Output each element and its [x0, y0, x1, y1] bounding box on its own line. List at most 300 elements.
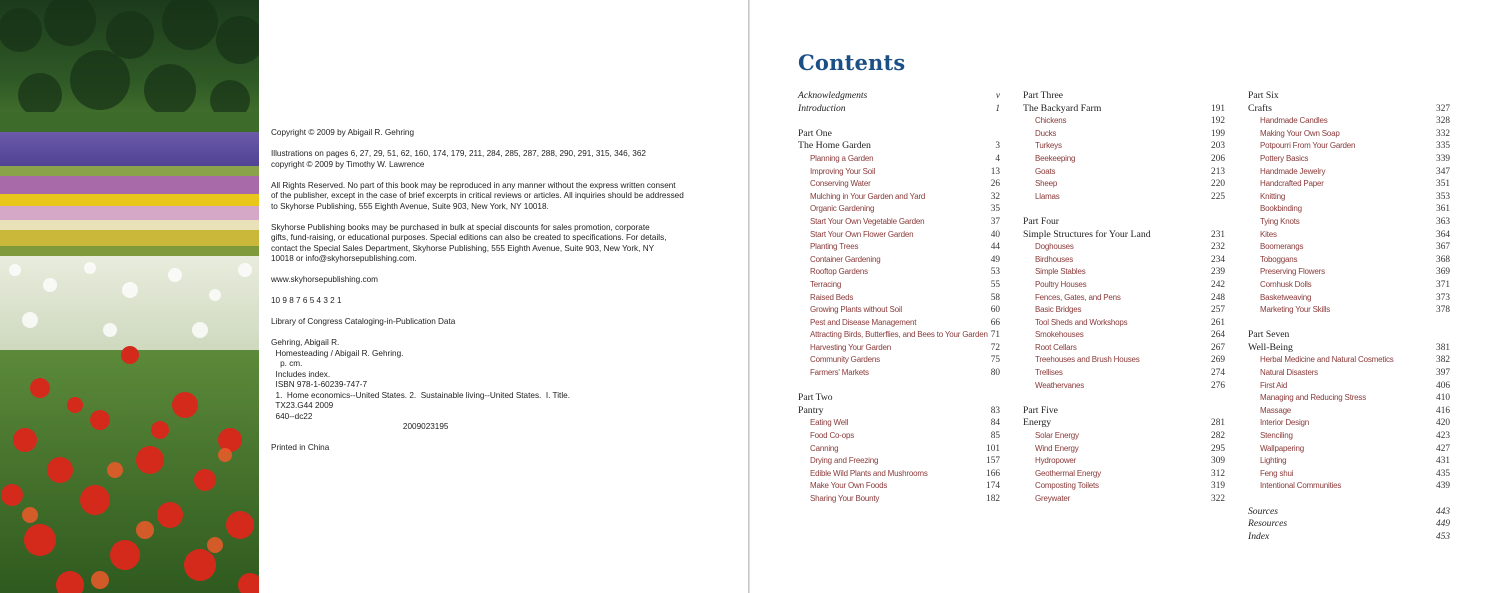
entry-title: Greywater — [1035, 494, 1071, 503]
contents-chapter-entry — [1248, 203, 1450, 216]
entry-page-number: 192 — [1211, 116, 1225, 127]
entry-title: Goats — [1035, 166, 1056, 176]
entry-page-number: 182 — [986, 494, 1000, 504]
contents-chapter-entry — [1023, 266, 1225, 279]
entry-page-number: 53 — [990, 267, 1000, 278]
contents-chapter-entry — [1248, 367, 1450, 380]
entry-page-number: 439 — [1436, 481, 1450, 492]
entry-title: Part Four — [1023, 215, 1059, 227]
entry-page-number: 257 — [1211, 305, 1225, 316]
entry-title: Growing Plants without Soil — [810, 305, 902, 315]
entry-title: Farmers' Markets — [810, 368, 869, 378]
entry-title: Energy — [1023, 417, 1052, 429]
contents-part-label — [1023, 405, 1225, 418]
entry-title: Rooftop Gardens — [810, 267, 868, 277]
entry-page-number: 157 — [986, 456, 1000, 467]
contents-front-entry — [798, 90, 1000, 103]
entry-page-number: 248 — [1211, 292, 1225, 303]
entry-page-number: 80 — [990, 368, 1000, 379]
contents-chapter-entry — [1023, 468, 1225, 481]
contents-spacer — [1023, 392, 1225, 405]
entry-page-number: 367 — [1436, 242, 1450, 253]
entry-page-number: 397 — [1436, 368, 1450, 379]
contents-chapter-entry — [1248, 216, 1450, 229]
contents-chapter-entry — [798, 417, 1000, 430]
copyright-line: ISBN 978-1-60239-747-7 — [271, 380, 368, 389]
entry-title: Crafts — [1248, 102, 1272, 114]
contents-part-title — [1023, 229, 1225, 242]
entry-page-number: 3 — [995, 141, 1000, 152]
copyright-line: Includes index. — [271, 369, 331, 379]
contents-chapter-entry — [1023, 241, 1225, 254]
entry-title: Community Gardens — [810, 355, 880, 365]
contents-chapter-entry — [798, 191, 1000, 204]
entry-title: Tool Sheds and Workshops — [1035, 317, 1128, 327]
entry-page-number: 406 — [1436, 380, 1450, 391]
copyright-paragraph — [271, 223, 711, 265]
copyright-text — [271, 128, 711, 464]
entry-title: Interior Design — [1260, 418, 1310, 428]
contents-chapter-entry — [1248, 128, 1450, 141]
entry-page-number: 13 — [990, 166, 1000, 177]
entry-page-number: 363 — [1436, 216, 1450, 227]
copyright-line: to Skyhorse Publishing, 555 Eighth Avenue, Suite 903, New York, NY 10018. — [271, 201, 549, 211]
copyright-line: Copyright © 2009 by Abigail R. Gehring — [271, 128, 415, 137]
contents-chapter-entry — [798, 166, 1000, 179]
entry-page-number: 55 — [990, 279, 1000, 290]
entry-page-number: 60 — [990, 305, 1000, 316]
contents-chapter-entry — [798, 317, 1000, 330]
entry-title: Pottery Basics — [1260, 153, 1309, 163]
copyright-paragraph — [271, 338, 711, 433]
entry-title: Solar Energy — [1035, 431, 1079, 441]
entry-title: Sheep — [1035, 179, 1058, 189]
entry-title: Hydropower — [1035, 456, 1077, 466]
contents-chapter-entry — [1248, 266, 1450, 279]
entry-title: Make Your Own Foods — [810, 481, 888, 491]
entry-title: Boomerangs — [1260, 242, 1304, 252]
contents-chapter-entry — [1248, 191, 1450, 204]
contents-chapter-entry — [1248, 279, 1450, 292]
entry-page-number: 35 — [990, 204, 1000, 215]
contents-chapter-entry — [1023, 443, 1225, 456]
entry-title: Canning — [810, 443, 839, 453]
contents-chapter-entry — [798, 430, 1000, 443]
contents-chapter-entry — [798, 153, 1000, 166]
contents-chapter-entry — [798, 455, 1000, 468]
copyright-line: copyright © 2009 by Timothy W. Lawrence — [271, 159, 425, 169]
contents-part-title — [1023, 103, 1225, 116]
contents-part-title — [1023, 417, 1225, 430]
copyright-paragraph — [271, 296, 711, 307]
entry-page-number: 4 — [995, 153, 1000, 164]
entry-page-number: 274 — [1211, 368, 1225, 379]
entry-page-number: 40 — [990, 229, 1000, 240]
entry-page-number: 83 — [990, 405, 1000, 416]
contents-chapter-entry — [1248, 292, 1450, 305]
entry-title: Root Cellars — [1035, 342, 1077, 352]
copyright-line: p. cm. — [271, 359, 303, 368]
copyright-line: TX23.G44 2009 — [271, 401, 334, 410]
entry-page-number: 261 — [1211, 317, 1225, 328]
entry-title: Improving Your Soil — [810, 166, 876, 176]
entry-title: Start Your Own Vegetable Garden — [810, 216, 925, 226]
entry-page-number: 72 — [990, 342, 1000, 353]
contents-chapter-entry — [798, 266, 1000, 279]
copyright-line: Illustrations on pages 6, 27, 29, 51, 62, 160, 174, 179, 211, 284, 285, 287, 288, 290, 291, 315, 346, 362 — [271, 149, 646, 158]
entry-page-number: 44 — [990, 242, 1000, 253]
entry-page-number: 101 — [986, 443, 1000, 454]
entry-title: Cornhusk Dolls — [1260, 279, 1312, 289]
copyright-paragraph — [271, 128, 711, 139]
entry-title: Part One — [798, 127, 832, 139]
entry-title: Container Gardening — [810, 254, 881, 264]
contents-chapter-entry — [1023, 128, 1225, 141]
entry-title: Resources — [1248, 518, 1288, 530]
entry-title: Toboggans — [1260, 254, 1298, 264]
entry-title: Handcrafted Paper — [1260, 179, 1324, 189]
entry-title: Chickens — [1035, 116, 1067, 126]
entry-title: Pest and Disease Management — [810, 317, 917, 327]
contents-part-label — [798, 128, 1000, 141]
contents-chapter-entry — [798, 468, 1000, 481]
contents-chapter-entry — [798, 203, 1000, 216]
contents-column-3 — [1248, 90, 1450, 543]
contents-chapter-entry — [798, 178, 1000, 191]
copyright-line: of the publisher, except in the case of brief excerpts in critical reviews or articles. All inquiries should be addressed — [271, 191, 684, 200]
contents-part-label — [1248, 329, 1450, 342]
contents-part-title — [798, 405, 1000, 418]
contents-chapter-entry — [1248, 430, 1450, 443]
contents-chapter-entry — [1023, 140, 1225, 153]
contents-chapter-entry — [1248, 178, 1450, 191]
contents-chapter-entry — [1248, 153, 1450, 166]
contents-chapter-entry — [1248, 443, 1450, 456]
entry-title: Marketing Your Skills — [1260, 305, 1331, 315]
entry-title: Planting Trees — [810, 242, 859, 252]
contents-chapter-entry — [798, 279, 1000, 292]
entry-title: Kites — [1260, 229, 1277, 239]
entry-page-number: 191 — [1211, 103, 1225, 114]
contents-chapter-entry — [1023, 354, 1225, 367]
entry-title: Raised Beds — [810, 292, 854, 302]
entry-title: Preserving Flowers — [1260, 267, 1325, 277]
contents-chapter-entry — [798, 480, 1000, 493]
contents-title: Contents — [798, 50, 906, 75]
entry-title: Attracting Birds, Butterflies, and Bees to Your Garden — [810, 330, 988, 340]
entry-title: Planning a Garden — [810, 153, 874, 163]
entry-title: Part Two — [798, 392, 833, 404]
entry-page-number: 369 — [1436, 267, 1450, 278]
entry-page-number: 264 — [1211, 330, 1225, 341]
copyright-line: 640--dc22 — [271, 411, 313, 421]
contents-chapter-entry — [798, 241, 1000, 254]
contents-chapter-entry — [1248, 405, 1450, 418]
entry-title: Fences, Gates, and Pens — [1035, 292, 1121, 302]
entry-page-number: 416 — [1436, 405, 1450, 416]
contents-part-title — [798, 140, 1000, 153]
contents-spacer — [798, 380, 1000, 393]
entry-page-number: 220 — [1211, 179, 1225, 190]
entry-title: Drying and Freezing — [810, 456, 879, 466]
entry-title: Terracing — [810, 279, 842, 289]
entry-page-number: 71 — [990, 330, 1000, 341]
contents-front-entry — [1248, 531, 1450, 544]
entry-page-number: 322 — [1211, 494, 1225, 504]
entry-title: Part Six — [1248, 90, 1279, 101]
entry-page-number: 49 — [990, 254, 1000, 265]
entry-title: Well-Being — [1248, 341, 1293, 353]
contents-chapter-entry — [798, 304, 1000, 317]
entry-title: Sources — [1248, 505, 1279, 517]
entry-title: The Backyard Farm — [1023, 102, 1102, 114]
entry-page-number: 203 — [1211, 141, 1225, 152]
entry-title: Massage — [1260, 405, 1292, 415]
copyright-paragraph — [271, 443, 711, 454]
entry-title: Part Five — [1023, 404, 1058, 416]
copyright-line: 1. Home economics--United States. 2. Sustainable living--United States. I. Title. — [271, 390, 570, 400]
entry-page-number: 332 — [1436, 128, 1450, 139]
entry-title: Turkeys — [1035, 141, 1062, 151]
entry-title: Weathervanes — [1035, 380, 1085, 390]
entry-title: Wind Energy — [1035, 443, 1079, 453]
entry-page-number: 347 — [1436, 166, 1450, 177]
contents-spacer — [1248, 493, 1450, 506]
contents-chapter-entry — [1248, 115, 1450, 128]
contents-chapter-entry — [1023, 380, 1225, 393]
entry-title: Organic Gardening — [810, 204, 875, 214]
entry-page-number: 276 — [1211, 380, 1225, 391]
entry-page-number: 423 — [1436, 431, 1450, 442]
entry-page-number: 282 — [1211, 431, 1225, 442]
contents-chapter-entry — [1248, 455, 1450, 468]
contents-chapter-entry — [1023, 254, 1225, 267]
contents-chapter-entry — [1248, 166, 1450, 179]
entry-title: Wallpapering — [1260, 443, 1304, 453]
contents-front-entry — [798, 103, 1000, 116]
contents-part-title — [1248, 103, 1450, 116]
contents-chapter-entry — [798, 342, 1000, 355]
copyright-line: Gehring, Abigail R. — [271, 338, 340, 347]
contents-chapter-entry — [1023, 430, 1225, 443]
entry-title: Simple Structures for Your Land — [1023, 228, 1151, 240]
contents-chapter-entry — [1248, 380, 1450, 393]
entry-title: Tying Knots — [1260, 216, 1300, 226]
copyright-line: Library of Congress Cataloging-in-Publication Data — [271, 317, 456, 326]
entry-title: Acknowledgments — [798, 90, 868, 101]
contents-chapter-entry — [1248, 417, 1450, 430]
entry-page-number: 449 — [1436, 519, 1450, 530]
entry-title: Intentional Communities — [1260, 481, 1342, 491]
entry-title: Basic Bridges — [1035, 305, 1082, 315]
entry-page-number: 213 — [1211, 166, 1225, 177]
copyright-line: 10 9 8 7 6 5 4 3 2 1 — [271, 296, 342, 305]
contents-chapter-entry — [798, 229, 1000, 242]
entry-title: Index — [1248, 530, 1270, 542]
entry-page-number: 309 — [1211, 456, 1225, 467]
entry-page-number: 84 — [990, 418, 1000, 429]
entry-page-number: 66 — [990, 317, 1000, 328]
entry-title: Handmade Jewelry — [1260, 166, 1326, 176]
contents-chapter-entry — [1023, 115, 1225, 128]
entry-page-number: 37 — [990, 216, 1000, 227]
contents-chapter-entry — [1023, 455, 1225, 468]
entry-title: Ducks — [1035, 128, 1057, 138]
entry-page-number: 327 — [1436, 103, 1450, 114]
entry-page-number: 225 — [1211, 191, 1225, 202]
contents-chapter-entry — [1248, 140, 1450, 153]
copyright-paragraph — [271, 181, 711, 213]
entry-page-number: 242 — [1211, 279, 1225, 290]
entry-title: Conserving Water — [810, 179, 871, 189]
entry-title: Sharing Your Bounty — [810, 494, 880, 503]
entry-page-number: 373 — [1436, 292, 1450, 303]
copyright-line: 10018 or info@skyhorsepublishing.com. — [271, 254, 417, 263]
entry-page-number: 1 — [995, 103, 1000, 114]
entry-title: Birdhouses — [1035, 254, 1074, 264]
entry-page-number: 371 — [1436, 279, 1450, 290]
contents-part-title — [1248, 342, 1450, 355]
entry-page-number: 166 — [986, 468, 1000, 479]
contents-chapter-entry — [1248, 254, 1450, 267]
entry-page-number: 319 — [1211, 481, 1225, 492]
entry-title: Knitting — [1260, 191, 1286, 201]
contents-chapter-entry — [798, 292, 1000, 305]
entry-title: Potpourri From Your Garden — [1260, 141, 1356, 151]
contents-chapter-entry — [1023, 329, 1225, 342]
contents-chapter-entry — [1248, 229, 1450, 242]
entry-page-number: 453 — [1436, 531, 1450, 542]
copyright-line: All Rights Reserved. No part of this book may be reproduced in any manner without the express written consent — [271, 180, 676, 190]
entry-title: Introduction — [798, 102, 846, 114]
contents-chapter-entry — [798, 216, 1000, 229]
entry-page-number: 199 — [1211, 128, 1225, 139]
entry-title: Start Your Own Flower Garden — [810, 229, 914, 239]
contents-chapter-entry — [798, 254, 1000, 267]
contents-column-2 — [1023, 90, 1225, 506]
copyright-line: Skyhorse Publishing books may be purchased in bulk at special discounts for sales promotion, corporate — [271, 222, 650, 232]
entry-page-number: 295 — [1211, 443, 1225, 454]
copyright-paragraph — [271, 317, 711, 328]
entry-page-number: 435 — [1436, 468, 1450, 479]
contents-chapter-entry — [798, 493, 1000, 506]
contents-chapter-entry — [798, 329, 1000, 342]
copyright-line: gifts, fund-raising, or educational purposes. Special editions can also be created to specifications. For details, — [271, 233, 667, 242]
entry-title: Pantry — [798, 404, 824, 416]
entry-title: Handmade Candles — [1260, 116, 1328, 126]
entry-title: Mulching in Your Garden and Yard — [810, 191, 926, 201]
entry-page-number: 174 — [986, 481, 1000, 492]
contents-front-entry — [1248, 518, 1450, 531]
contents-spacer — [1023, 203, 1225, 216]
entry-title: First Aid — [1260, 380, 1288, 390]
contents-chapter-entry — [1248, 241, 1450, 254]
entry-title: Geothermal Energy — [1035, 468, 1101, 478]
contents-front-entry — [1248, 506, 1450, 519]
entry-page-number: 75 — [990, 355, 1000, 366]
entry-title: Edible Wild Plants and Mushrooms — [810, 468, 928, 478]
entry-title: Llamas — [1035, 191, 1060, 201]
contents-chapter-entry — [798, 443, 1000, 456]
entry-page-number: 269 — [1211, 355, 1225, 366]
contents-chapter-entry — [1023, 480, 1225, 493]
contents-chapter-entry — [1248, 354, 1450, 367]
entry-title: Basketweaving — [1260, 292, 1312, 302]
contents-part-label — [1023, 216, 1225, 229]
contents-chapter-entry — [798, 367, 1000, 380]
entry-page-number: 206 — [1211, 153, 1225, 164]
entry-title: Beekeeping — [1035, 153, 1076, 163]
contents-spacer — [798, 115, 1000, 128]
entry-page-number: 364 — [1436, 229, 1450, 240]
entry-page-number: 339 — [1436, 153, 1450, 164]
entry-page-number: 420 — [1436, 418, 1450, 429]
contents-chapter-entry — [1023, 367, 1225, 380]
entry-page-number: v — [995, 91, 1000, 101]
contents-chapter-entry — [1023, 493, 1225, 506]
entry-title: Feng shui — [1260, 468, 1294, 478]
entry-title: The Home Garden — [798, 140, 871, 152]
contents-part-label — [798, 392, 1000, 405]
entry-page-number: 431 — [1436, 456, 1450, 467]
entry-title: Bookbinding — [1260, 204, 1302, 214]
entry-page-number: 381 — [1436, 342, 1450, 353]
contents-chapter-entry — [1023, 191, 1225, 204]
contents-chapter-entry — [798, 354, 1000, 367]
entry-title: Part Three — [1023, 90, 1064, 101]
entry-title: Smokehouses — [1035, 330, 1084, 340]
copyright-paragraph — [271, 275, 711, 286]
entry-title: Trellises — [1035, 368, 1063, 378]
entry-page-number: 234 — [1211, 254, 1225, 265]
entry-title: Eating Well — [810, 418, 849, 428]
entry-page-number: 368 — [1436, 254, 1450, 265]
contents-chapter-entry — [1023, 153, 1225, 166]
flower-field-photo — [0, 0, 259, 593]
entry-title: Managing and Reducing Stress — [1260, 393, 1367, 403]
entry-page-number: 32 — [990, 191, 1000, 202]
copyright-line: contact the Special Sales Department, Skyhorse Publishing, 555 Eighth Avenue, Suite 903, New York, NY — [271, 243, 655, 253]
entry-title: Lighting — [1260, 456, 1287, 466]
entry-page-number: 239 — [1211, 267, 1225, 278]
entry-page-number: 328 — [1436, 116, 1450, 127]
entry-title: Composting Toilets — [1035, 481, 1099, 491]
entry-page-number: 443 — [1436, 506, 1450, 517]
contents-chapter-entry — [1023, 178, 1225, 191]
entry-page-number: 281 — [1211, 418, 1225, 429]
contents-chapter-entry — [1248, 392, 1450, 405]
entry-page-number: 267 — [1211, 342, 1225, 353]
entry-page-number: 361 — [1436, 204, 1450, 215]
copyright-line: www.skyhorsepublishing.com — [271, 275, 378, 284]
contents-part-label — [1248, 90, 1450, 103]
entry-title: Treehouses and Brush Houses — [1035, 355, 1140, 365]
contents-chapter-entry — [1023, 304, 1225, 317]
entry-title: Part Seven — [1248, 329, 1290, 341]
entry-page-number: 353 — [1436, 191, 1450, 202]
contents-chapter-entry — [1023, 317, 1225, 330]
contents-chapter-entry — [1023, 279, 1225, 292]
entry-page-number: 26 — [990, 179, 1000, 190]
copyright-line: Homesteading / Abigail R. Gehring. — [271, 348, 404, 358]
contents-column-1 — [798, 90, 1000, 506]
entry-page-number: 58 — [990, 292, 1000, 303]
contents-chapter-entry — [1023, 342, 1225, 355]
copyright-line: 2009023195 — [271, 422, 449, 431]
contents-chapter-entry — [1023, 292, 1225, 305]
entry-page-number: 410 — [1436, 393, 1450, 404]
entry-title: Food Co-ops — [810, 431, 855, 441]
